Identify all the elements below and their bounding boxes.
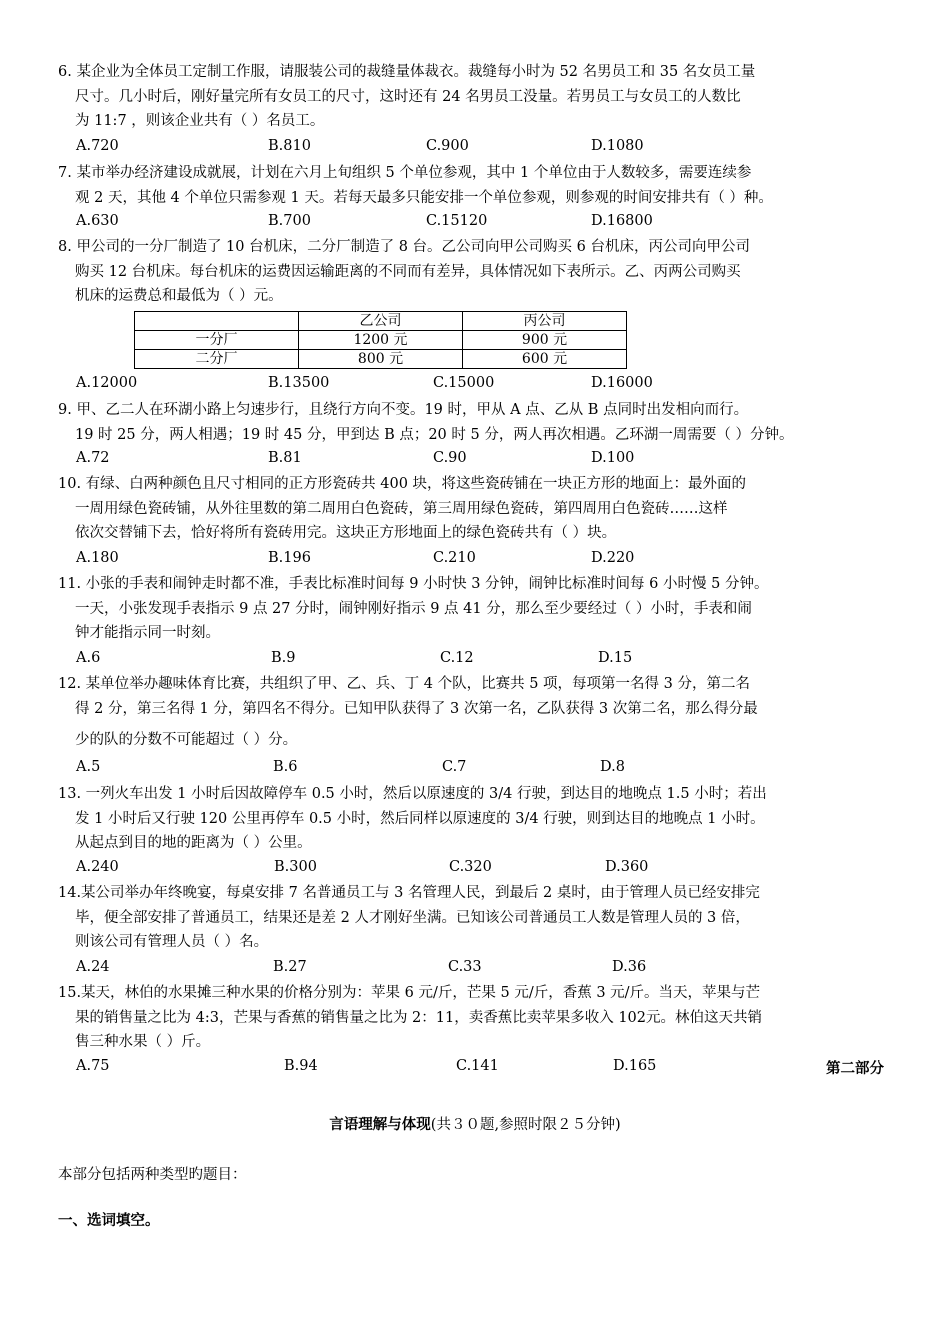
question-text-line: 15.某天，林伯的水果摊三种水果的价格分别为：苹果 6 元/斤，芒果 5 元/斤，香蕉 3 元/斤。当天，苹果与芒 — [58, 985, 761, 1001]
option-d: D.16000 — [591, 375, 653, 391]
option-d: D.360 — [605, 859, 649, 875]
section-intro: 本部分包括两种类型旳题目： — [58, 1167, 247, 1183]
question-text-line: 尺寸。几小时后，刚好量完所有女员工的尺寸，这时还有 24 名男员工没量。若男员工与女员工的人数比 — [75, 88, 741, 105]
option-d: D.165 — [613, 1058, 657, 1074]
option-c: C.33 — [448, 959, 482, 975]
table-cell: 800 元 — [299, 350, 463, 369]
question-text-line: 10. 有绿、白两种颜色且尺寸相同的正方形瓷砖共 400 块，将这些瓷砖铺在一块正方形的地面上：最外面的 — [58, 476, 747, 492]
section-title: 言语理解与体现 — [329, 1116, 431, 1133]
question-text-line: 6. 某企业为全体员工定制工作服，请服装公司的裁缝量体裁衣。裁缝每小时为 52 名男员工和 35 名女员工量 — [58, 64, 756, 80]
question-text-line: 从起点到目的地的距离为（ ）公里。 — [75, 835, 312, 851]
option-d: D.100 — [591, 450, 635, 466]
table-header-row — [135, 312, 627, 331]
table-row — [135, 331, 627, 350]
question-14 — [58, 881, 838, 955]
table-cell: 600 元 — [463, 350, 627, 369]
freight-cost-table — [134, 311, 627, 369]
option-c: C.141 — [456, 1058, 499, 1074]
options-12 — [76, 759, 856, 781]
question-text-line: 一周用绿色瓷砖铺，从外往里数的第二周用白色瓷砖，第三周用绿色瓷砖，第四周用白色瓷砖……这样 — [75, 500, 728, 517]
option-a: A.72 — [76, 450, 110, 466]
question-text-line: 观 2 天，其他 4 个单位只需参观 1 天。若每天最多只能安排一个单位参观，则参观的时间安排共有（ ）种。 — [75, 189, 773, 206]
options-11 — [76, 650, 856, 672]
question-text-line: 7. 某市举办经济建设成就展，计划在六月上旬组织 5 个单位参观，其中 1 个单位由于人数较多，需要连续参 — [58, 165, 752, 181]
table-cell: 1200 元 — [299, 331, 463, 350]
option-a: A.6 — [76, 650, 101, 666]
option-c: C.12 — [440, 650, 474, 666]
table-row-label: 二分厂 — [135, 350, 299, 369]
option-b: B.700 — [268, 213, 311, 229]
option-c: C.7 — [442, 759, 467, 775]
question-text-line: 少的队的分数不可能超过（ ）分。 — [75, 732, 298, 748]
option-b: B.81 — [268, 450, 302, 466]
question-text-line: 依次交替铺下去，恰好将所有瓷砖用完。这块正方形地面上的绿色瓷砖共有（ ）块。 — [75, 525, 617, 541]
option-b: B.9 — [271, 650, 296, 666]
question-10 — [58, 472, 838, 546]
question-text-line: 果的销售量之比为 4:3，芒果与香蕉的销售量之比为 2：11，卖香蕉比卖苹果多收入 102元。林伯这天共销 — [75, 1009, 763, 1026]
table-header-cell: 乙公司 — [299, 312, 463, 331]
question-9 — [58, 398, 838, 447]
question-7 — [58, 161, 838, 210]
option-d: D.15 — [598, 650, 633, 666]
option-d: D.36 — [612, 959, 647, 975]
question-text-line: 钟才能指示同一时刻。 — [75, 625, 220, 641]
question-text-line: 19 时 25 分，两人相遇；19 时 45 分，甲到达 B 点；20 时 5 分，两人再次相遇。乙环湖一周需要（ ）分钟。 — [75, 426, 794, 443]
question-text-line: 为 11:7 ，则该企业共有（ ）名员工。 — [75, 113, 325, 129]
options-13 — [76, 859, 856, 881]
table-row — [135, 350, 627, 369]
options-8 — [76, 375, 856, 397]
option-d: D.8 — [600, 759, 625, 775]
option-b: B.300 — [274, 859, 317, 875]
question-8 — [58, 235, 838, 309]
option-d: D.220 — [591, 550, 635, 566]
option-a: A.240 — [76, 859, 119, 875]
table-cell — [135, 312, 299, 331]
option-c: C.15000 — [433, 375, 495, 391]
option-c: C.90 — [433, 450, 467, 466]
question-6 — [58, 60, 838, 134]
part-label: 第二部分 — [826, 1060, 884, 1077]
table-row-label: 一分厂 — [135, 331, 299, 350]
option-b: B.810 — [268, 138, 311, 154]
question-12 — [58, 672, 838, 753]
option-a: A.12000 — [76, 375, 138, 391]
question-text-line: 8. 甲公司的一分厂制造了 10 台机床，二分厂制造了 8 台。乙公司向甲公司购买 6 台机床，丙公司向甲公司 — [58, 239, 750, 255]
subsection-title: 一、选词填空。 — [58, 1212, 160, 1229]
question-text-line: 得 2 分，第三名得 1 分，第四名不得分。已知甲队获得了 3 次第一名，乙队获得 3 次第二名，那么得分最 — [75, 700, 758, 717]
options-9 — [76, 450, 856, 472]
option-a: A.630 — [76, 213, 119, 229]
question-text-line: 9. 甲、乙二人在环湖小路上匀速步行，且绕行方向不变。19 时，甲从 A 点、乙从 B 点同时出发相向而行。 — [58, 402, 749, 418]
question-text-line: 13. 一列火车出发 1 小时后因故障停车 0.5 小时，然后以原速度的 3/4 行驶，到达目的地晚点 1.5 小时；若出 — [58, 786, 767, 802]
option-a: A.24 — [76, 959, 110, 975]
question-text-line: 发 1 小时后又行驶 120 公里再停车 0.5 小时，然后同样以原速度的 3/4 行驶，则到达目的地晚点 1 小时。 — [75, 810, 765, 827]
question-text-line: 购买 12 台机床。每台机床的运费因运输距离的不同而有差异，具体情况如下表所示。乙、丙两公司购买 — [75, 263, 741, 280]
question-text-line: 一天，小张发现手表指示 9 点 27 分时，闹钟刚好指示 9 点 41 分，那么至少要经过（ ）小时，手表和闹 — [75, 600, 752, 617]
question-11 — [58, 572, 838, 646]
section-heading — [0, 1113, 950, 1134]
section-subtitle: (共３０题,参照时限２５分钟) — [430, 1117, 621, 1133]
question-13 — [58, 782, 838, 856]
question-text-line: 机床的运费总和最低为（ ）元。 — [75, 288, 283, 304]
options-10 — [76, 550, 856, 572]
table-header-cell: 丙公司 — [463, 312, 627, 331]
options-15 — [76, 1058, 856, 1080]
question-text-line: 售三种水果（ ）斤。 — [75, 1034, 211, 1050]
option-d: D.16800 — [591, 213, 653, 229]
option-b: B.94 — [284, 1058, 318, 1074]
options-14 — [76, 959, 856, 981]
options-6 — [76, 138, 856, 160]
question-text-line: 毕，便全部安排了普通员工，结果还是差 2 人才刚好坐满。已知该公司普通员工人数是管理人员的 3 倍， — [75, 909, 750, 926]
options-7 — [76, 213, 856, 235]
question-text-line: 12. 某单位举办趣味体育比赛，共组织了甲、乙、兵、丁 4 个队，比赛共 5 项，每项第一名得 3 分，第二名 — [58, 676, 750, 692]
question-15 — [58, 981, 838, 1055]
option-b: B.27 — [273, 959, 307, 975]
option-a: A.180 — [76, 550, 119, 566]
option-b: B.13500 — [268, 375, 330, 391]
option-c: C.320 — [449, 859, 492, 875]
option-c: C.210 — [433, 550, 476, 566]
option-c: C.900 — [426, 138, 469, 154]
option-a: A.5 — [76, 759, 101, 775]
option-a: A.75 — [76, 1058, 110, 1074]
option-d: D.1080 — [591, 138, 644, 154]
question-text-line: 则该公司有管理人员（ ）名。 — [75, 934, 269, 950]
option-c: C.15120 — [426, 213, 488, 229]
option-b: B.6 — [273, 759, 298, 775]
table-cell: 900 元 — [463, 331, 627, 350]
option-b: B.196 — [268, 550, 311, 566]
question-text-line: 11. 小张的手表和闹钟走时都不准，手表比标准时间每 9 小时快 3 分钟，闹钟比标准时间每 6 小时慢 5 分钟。 — [58, 576, 769, 592]
option-a: A.720 — [76, 138, 119, 154]
question-text-line: 14.某公司举办年终晚宴，每桌安排 7 名普通员工与 3 名管理人民，到最后 2 桌时，由于管理人员已经安排完 — [58, 885, 760, 901]
